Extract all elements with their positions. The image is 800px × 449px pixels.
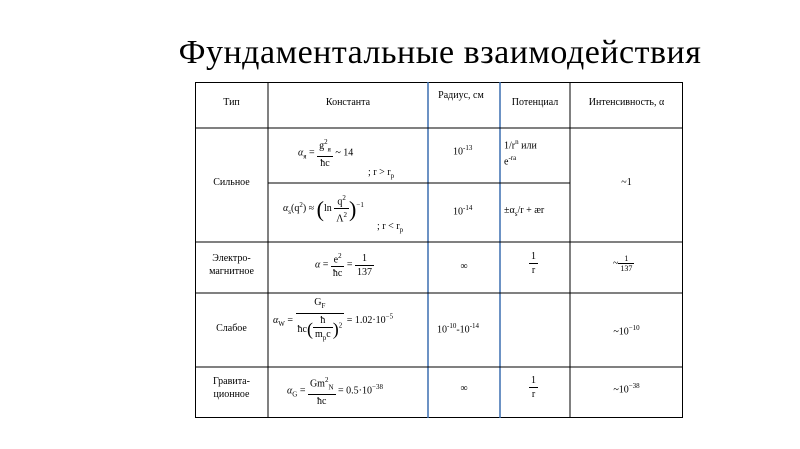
page-title: Фундаментальные взаимодействия: [178, 34, 702, 71]
weak-type: Слабое: [216, 323, 247, 334]
weak-radius: $10^{-10}-10^{-14}$: [437, 322, 480, 336]
strong-radius-2: $10^{-14}$: [453, 204, 473, 218]
grav-potential: $\frac{1}{r}$: [531, 375, 536, 400]
strong-potential-2: $\pm\alpha_s/r$ + ær: [504, 205, 545, 218]
em-formula: α = $\frac{e^2}{ħc}$ = $\frac{1}{137}$: [315, 252, 372, 280]
em-potential: $\frac{1}{r}$: [531, 251, 536, 276]
interactions-table: [195, 82, 683, 418]
em-type: Электро- магнитное: [209, 253, 254, 277]
strong-intensity: ~1: [621, 177, 632, 188]
strong-formula-2: $\alpha_s(q^2) \approx (\ln$ $\frac{q^2}{\Lambda^2}$ )$^{-1}$ ; $r < r_p$: [283, 194, 404, 234]
grav-intensity: $\sim 10^{-38}$: [613, 382, 640, 396]
weak-intensity: $\sim 10^{-10}$: [613, 324, 640, 338]
grav-type: Гравита- ционное: [213, 376, 250, 400]
strong-type: Сильное: [213, 177, 250, 188]
em-intensity: ~ $\frac{1}{137}$: [613, 254, 633, 273]
strong-potential-1: $1/r^n$ или $e^{-ra}$: [504, 138, 537, 168]
strong-formula-1: $\alpha_я$ = $\frac{g^2_я}{ħc}$ ~ 14 ; $r > r_p$: [298, 138, 395, 181]
table-grid: [195, 82, 683, 418]
header-constant: Константа: [325, 97, 371, 108]
grav-radius: ∞: [460, 383, 468, 394]
header-intensity: Интенсивность, α: [588, 97, 665, 108]
weak-formula: $\alpha_W$ = $G_F$ ħc( $\frac{ħ}{m_pc}$ )$^2$ = $1.02\cdot 10^{-5}$: [273, 297, 394, 342]
header-type: Тип: [223, 97, 240, 108]
header-potential: Потенциал: [511, 97, 559, 108]
em-radius: ∞: [460, 261, 468, 272]
header-radius: Радиус, см: [438, 90, 484, 101]
grav-formula: $\alpha_G$ = $\frac{Gm^2_N}{ħc}$ = $0.5\cdot 10^{-38}$: [287, 376, 383, 408]
strong-radius-1: $10^{-13}$: [453, 144, 473, 158]
